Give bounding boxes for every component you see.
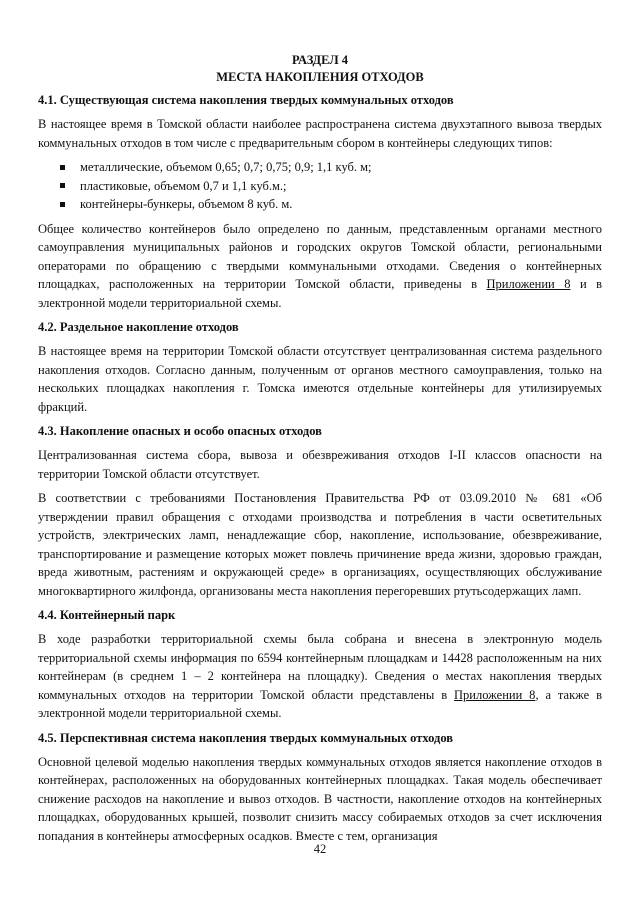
heading-4-3: 4.3. Накопление опасных и особо опасных отходов — [38, 424, 322, 438]
paragraph-4-1-intro: В настоящее время в Томской области наиболее распространена система двухэтапного вывоза твердых коммунальных отходов в том числе с предварительным сбором в контейнеры следующих типов: — [38, 117, 602, 150]
paragraph-4-1-containers — [38, 220, 602, 313]
paragraph-4-4 — [38, 630, 602, 723]
paragraph-text: и в электронной модели территориальной схемы. — [38, 277, 603, 310]
paragraph-4-3-2: В соответствии с требованиями Постановления Правительства РФ от 03.09.2010 № 681 «Об утверждении правил обращения с отходами производства и потребления в части осветительных устройств, электрических ламп, ненадлежащие сбор, накопление, использование, обезвреживание, транспортирование и размещение которых может повлечь причинение вреда жизни, здоровью граждан, вреда животным, растениям и окружающей среде» в организациях, осуществляющих обслуживание многоквартирного жилфонда, организованы места накопления перегоревших ртутьсодержащих ламп. — [38, 491, 602, 598]
heading-4-1: 4.1. Существующая система накопления твердых коммунальных отходов — [38, 93, 454, 107]
paragraph-4-2: В настоящее время на территории Томской области отсутствует централизованная система раздельного накопления отходов. Согласно данным, полученным от органов местного самоуправления, только на нескольких площадках накопления г. Томска имеются отдельные контейнеры для утилизируемых фракций. — [38, 344, 602, 414]
paragraph-text: В ходе разработки территориальной схемы была собрана и внесена в электронную модель территориальной схемы информация по 6594 контейнерным площадкам и 14428 расположенным на них контейнерам (в среднем 1 – 2 контейнера на площадку). Сведения о местах накопления твердых коммунальных отходов на территории Томской области представлены в — [38, 632, 602, 702]
appendix-8-link[interactable]: Приложении 8 — [454, 687, 536, 702]
paragraph-4-3-1: Централизованная система сбора, вывоза и обезвреживания отходов I-II классов опасности на территории Томской области отсутствует. — [38, 448, 602, 481]
list-item: пластиковые, объемом 0,7 и 1,1 куб.м.; — [60, 177, 602, 196]
container-types-list — [38, 158, 602, 214]
paragraph-4-5: Основной целевой моделью накопления твердых коммунальных отходов является накопление отходов в контейнерах, расположенных на оборудованных контейнерных площадках. Такая модель обеспечивает снижение расходов на накопление и вывоз отходов. В частности, накопление отходов на контейнерных площадках, оборудованных крышей, позволит снизить массу собираемых отходов за счет исключения попадания в контейнеры атмосферных осадков. Вместе с тем, организация — [38, 754, 602, 843]
heading-4-5: 4.5. Перспективная система накопления твердых коммунальных отходов — [38, 730, 454, 745]
list-item: металлические, объемом 0,65; 0,7; 0,75; 0,9; 1,1 куб. м; — [60, 158, 602, 177]
paragraph-text: , а также в электронной модели территориальной схемы. — [38, 687, 603, 720]
section-title: МЕСТА НАКОПЛЕНИЯ ОТХОДОВ — [216, 70, 424, 84]
section-number: РАЗДЕЛ 4 — [291, 53, 349, 67]
page-number: 42 — [313, 842, 327, 856]
heading-4-2: 4.2. Раздельное накопление отходов — [38, 320, 239, 334]
document-page — [38, 52, 602, 845]
paragraph-text: Общее количество контейнеров было определено по данным, представленным органами местного самоуправления муниципальных районов и городских округов Томской области, региональными операторами по обращению с твердыми коммунальными отходами. Сведения о контейнерных площадках, расположенных на территории Томской области, приведены в — [38, 221, 602, 291]
list-item: контейнеры-бункеры, объемом 8 куб. м. — [60, 195, 602, 214]
appendix-8-link[interactable]: Приложении 8 — [486, 277, 571, 291]
heading-4-4: 4.4. Контейнерный парк — [38, 608, 176, 622]
